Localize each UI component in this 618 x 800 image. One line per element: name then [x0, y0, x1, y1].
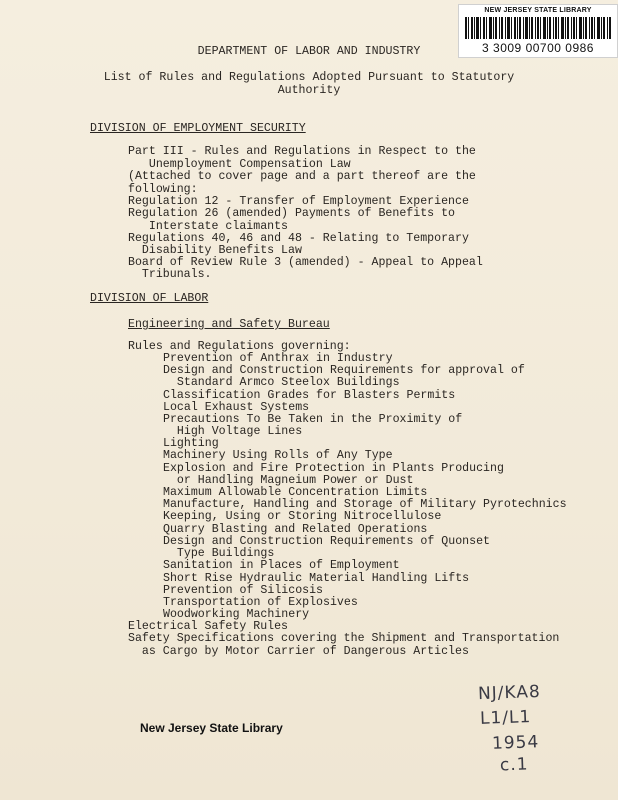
barcode-bars — [465, 17, 611, 39]
division-of-labor-heading: DIVISION OF LABOR — [90, 292, 209, 305]
rule-item: Machinery Using Rolls of Any Type — [163, 449, 393, 462]
margin-smudge — [0, 0, 50, 14]
subtitle-line-1: List of Rules and Regulations Adopted Pursuant to Statutory — [103, 71, 515, 84]
employment-line: Tribunals. — [128, 268, 212, 281]
barcode-title: NEW JERSEY STATE LIBRARY — [484, 7, 592, 14]
employment-line: Part III - Rules and Regulations in Respect to the — [128, 145, 476, 158]
employment-line: Unemployment Compensation Law — [128, 158, 351, 171]
rule-item: Standard Armco Steelox Buildings — [163, 376, 400, 389]
employment-line: Disability Benefits Law — [128, 244, 302, 257]
rule-item: Local Exhaust Systems — [163, 401, 310, 414]
rule-item: Design and Construction Requirements for approval of — [163, 364, 525, 377]
rules-intro: Rules and Regulations governing: — [128, 340, 351, 353]
employment-line: Regulations 40, 46 and 48 - Relating to Temporary — [128, 232, 469, 245]
rule-item: Precautions To Be Taken in the Proximity of — [163, 413, 463, 426]
rule-item: Lighting — [163, 437, 219, 450]
call-number-line: 1954 — [491, 732, 540, 754]
department-title: DEPARTMENT OF LABOR AND INDUSTRY — [197, 45, 421, 58]
rule-item: High Voltage Lines — [163, 425, 303, 438]
rule-item: Short Rise Hydraulic Material Handling Lifts — [163, 572, 470, 585]
rule-tail: Electrical Safety Rules — [128, 620, 289, 633]
subtitle-line-2: Authority — [277, 84, 341, 97]
rule-tail: Safety Specifications covering the Shipment and Transportation — [128, 632, 560, 645]
barcode-number: 3 3009 00700 0986 — [482, 41, 594, 55]
rule-item: Sanitation in Places of Employment — [163, 559, 400, 572]
employment-line: Interstate claimants — [128, 220, 289, 233]
rule-tail: as Cargo by Motor Carrier of Dangerous Articles — [128, 645, 469, 658]
rule-item: Type Buildings — [163, 547, 275, 560]
rule-item: Explosion and Fire Protection in Plants Producing — [163, 462, 504, 475]
rule-item: Quarry Blasting and Related Operations — [163, 523, 428, 536]
rule-item: Classification Grades for Blasters Permits — [163, 389, 456, 402]
employment-line: (Attached to cover page and a part thereof are the — [128, 170, 476, 183]
rule-item: Woodworking Machinery — [163, 608, 310, 621]
employment-security-heading: DIVISION OF EMPLOYMENT SECURITY — [90, 122, 306, 135]
rule-item: Prevention of Anthrax in Industry — [163, 352, 393, 365]
employment-line: Board of Review Rule 3 (amended) - Appeal to Appeal — [128, 256, 483, 269]
rule-item: or Handling Magneium Power or Dust — [163, 474, 414, 487]
library-stamp: New Jersey State Library — [140, 721, 283, 735]
rule-item: Design and Construction Requirements of Quonset — [163, 535, 490, 548]
rule-item: Maximum Allowable Concentration Limits — [163, 486, 428, 499]
rule-item: Prevention of Silicosis — [163, 584, 324, 597]
call-number-line: c.1 — [499, 754, 529, 776]
rule-item: Manufacture, Handling and Storage of Military Pyrotechnics — [163, 498, 567, 511]
call-number-line: L1/L1 — [479, 707, 532, 729]
bureau-heading: Engineering and Safety Bureau — [128, 318, 330, 331]
employment-line: Regulation 12 - Transfer of Employment Experience — [128, 195, 469, 208]
rule-item: Keeping, Using or Storing Nitrocellulose — [163, 510, 442, 523]
employment-line: Regulation 26 (amended) Payments of Benefits to — [128, 207, 455, 220]
employment-line: following: — [128, 183, 198, 196]
rule-item: Transportation of Explosives — [163, 596, 358, 609]
call-number-line: NJ/KA8 — [477, 681, 542, 705]
